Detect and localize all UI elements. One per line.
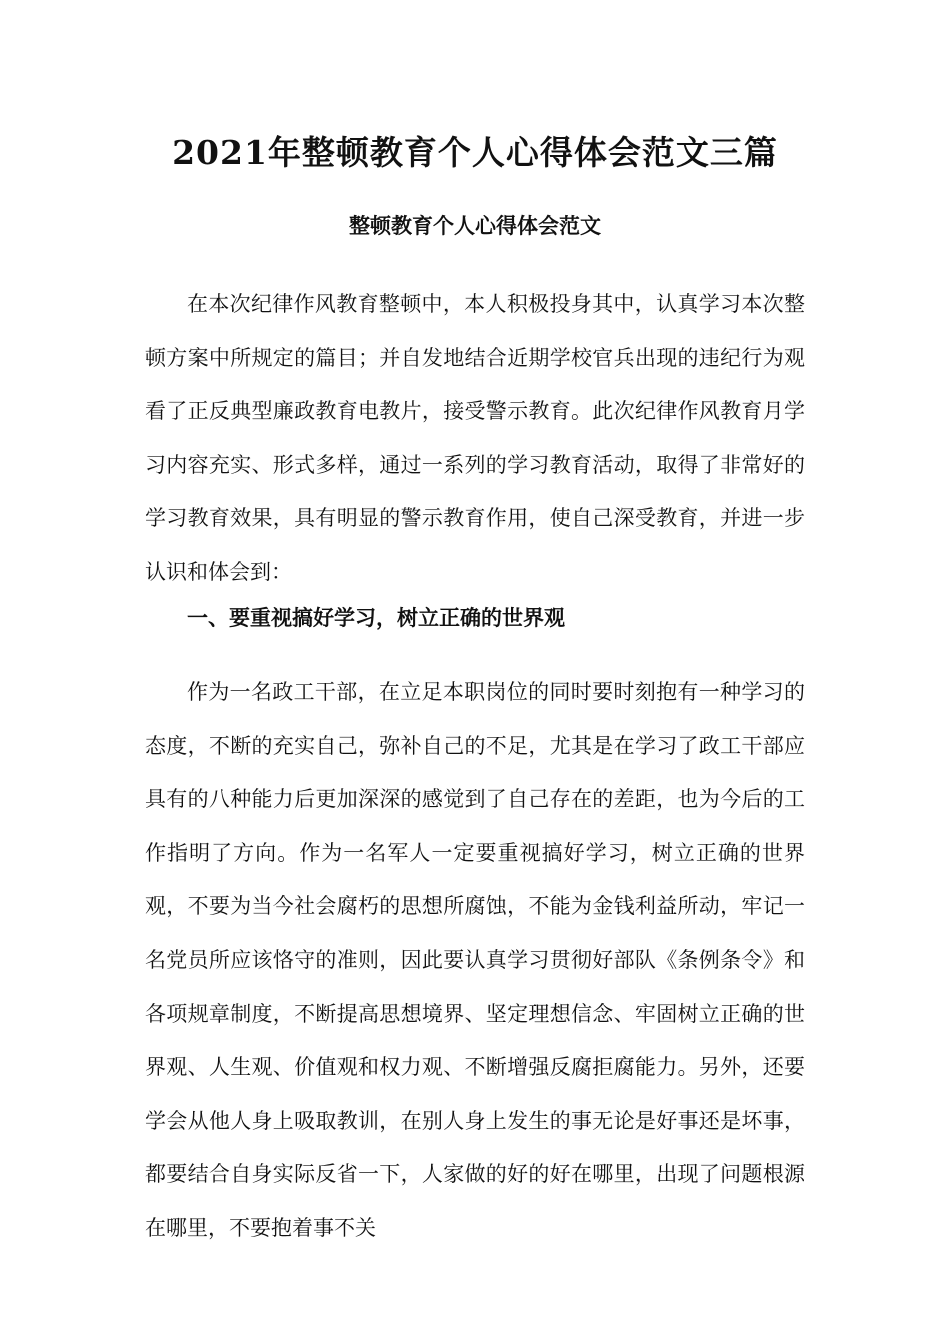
document-subtitle: 整顿教育个人心得体会范文 [349, 213, 601, 238]
intro-paragraph: 在本次纪律作风教育整顿中，本人积极投身其中，认真学习本次整顿方案中所规定的篇目；并自发地结合近期学校官兵出现的违纪行为观看了正反典型廉政教育电教片，接受警示教育。此次纪律作风教育月学习内容充实、形式多样，通过一系列的学习教育活动，取得了非常好的学习教育效果，具有明显的警示教育作用，使自己深受教育，并进一步认识和体会到： [145, 292, 805, 584]
section-heading: 一、要重视搞好学习，树立正确的世界观 [187, 605, 565, 630]
body-paragraph: 作为一名政工干部，在立足本职岗位的同时要时刻抱有一种学习的态度，不断的充实自己，弥补自己的不足，尤其是在学习了政工干部应具有的八种能力后更加深深的感觉到了自己存在的差距，也为今后的工作指明了方向。作为一名军人一定要重视搞好学习，树立正确的世界观，不要为当今社会腐朽的思想所腐蚀，不能为金钱利益所动，牢记一名党员所应该恪守的准则，因此要认真学习贯彻好部队《条例条令》和各项规章制度，不断提高思想境界、坚定理想信念、牢固树立正确的世界观、人生观、价值观和权力观、不断增强反腐拒腐能力。另外，还要学会从他人身上吸取教训，在别人身上发生的事无论是好事还是坏事，都要结合自身实际反省一下，人家做的好的好在哪里，出现了问题根源在哪里，不要抱着事不关 [145, 680, 805, 1240]
document-title: 2021年整顿教育个人心得体会范文三篇 [172, 133, 778, 172]
